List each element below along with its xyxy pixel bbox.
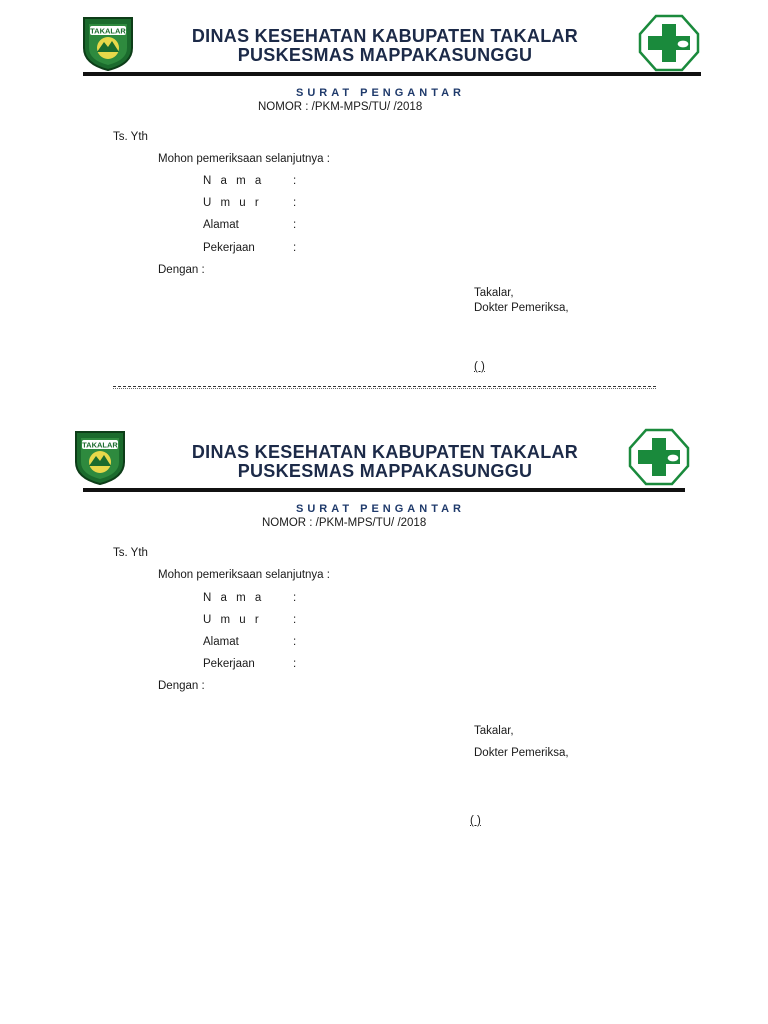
puskesmas-cross-icon	[638, 14, 700, 77]
signature-line: ( )	[474, 361, 485, 373]
intro-text: Mohon pemeriksaan selanjutnya :	[158, 569, 330, 581]
signature-role: Dokter Pemeriksa,	[474, 747, 569, 759]
letterhead-rule	[83, 72, 701, 76]
field-label-alamat: Alamat	[203, 219, 239, 231]
field-label-pekerjaan: Pekerjaan	[203, 658, 255, 670]
letterhead-line-2: PUSKESMAS MAPPAKASUNGGU	[237, 45, 533, 65]
field-label-pekerjaan: Pekerjaan	[203, 242, 255, 254]
field-colon: :	[293, 219, 297, 231]
field-label-alamat: Alamat	[203, 636, 239, 648]
cut-line	[113, 386, 656, 387]
field-label-umur: U m u r	[203, 614, 262, 626]
intro-text: Mohon pemeriksaan selanjutnya :	[158, 153, 330, 165]
letterhead-title	[150, 443, 620, 481]
field-label-nama: N a m a	[203, 592, 265, 604]
field-label-umur: U m u r	[203, 197, 262, 209]
closing-text: Dengan :	[158, 680, 205, 692]
salutation: Ts. Yth	[113, 547, 148, 559]
field-colon: :	[293, 614, 297, 626]
field-colon: :	[293, 658, 297, 670]
takalar-emblem-icon	[80, 14, 136, 77]
letterhead-title	[150, 27, 620, 65]
document-number: NOMOR : /PKM-MPS/TU/ /2018	[262, 517, 427, 529]
letterhead-line-1: DINAS KESEHATAN KABUPATEN TAKALAR	[191, 442, 579, 462]
salutation: Ts. Yth	[113, 131, 148, 143]
svg-text:TAKALAR: TAKALAR	[82, 440, 118, 450]
signature-role: Dokter Pemeriksa,	[474, 302, 569, 314]
field-colon: :	[293, 636, 297, 648]
field-colon: :	[293, 242, 297, 254]
letterhead-line-2: PUSKESMAS MAPPAKASUNGGU	[237, 461, 533, 481]
signature-place: Takalar,	[474, 725, 514, 737]
field-colon: :	[293, 175, 297, 187]
takalar-emblem-icon	[72, 428, 128, 491]
letterhead-line-1: DINAS KESEHATAN KABUPATEN TAKALAR	[191, 26, 579, 46]
field-colon: :	[293, 592, 297, 604]
letterhead-rule	[83, 488, 685, 492]
document-number: NOMOR : /PKM-MPS/TU/ /2018	[258, 101, 423, 113]
signature-line: ( )	[470, 815, 481, 827]
svg-text:TAKALAR: TAKALAR	[90, 26, 126, 36]
puskesmas-cross-icon	[628, 428, 690, 491]
cut-line-secondary	[113, 388, 656, 389]
document-title: SURAT PENGANTAR	[296, 87, 465, 99]
field-colon: :	[293, 197, 297, 209]
closing-text: Dengan :	[158, 264, 205, 276]
signature-place: Takalar,	[474, 287, 514, 299]
document-title: SURAT PENGANTAR	[296, 503, 465, 515]
field-label-nama: N a m a	[203, 175, 265, 187]
